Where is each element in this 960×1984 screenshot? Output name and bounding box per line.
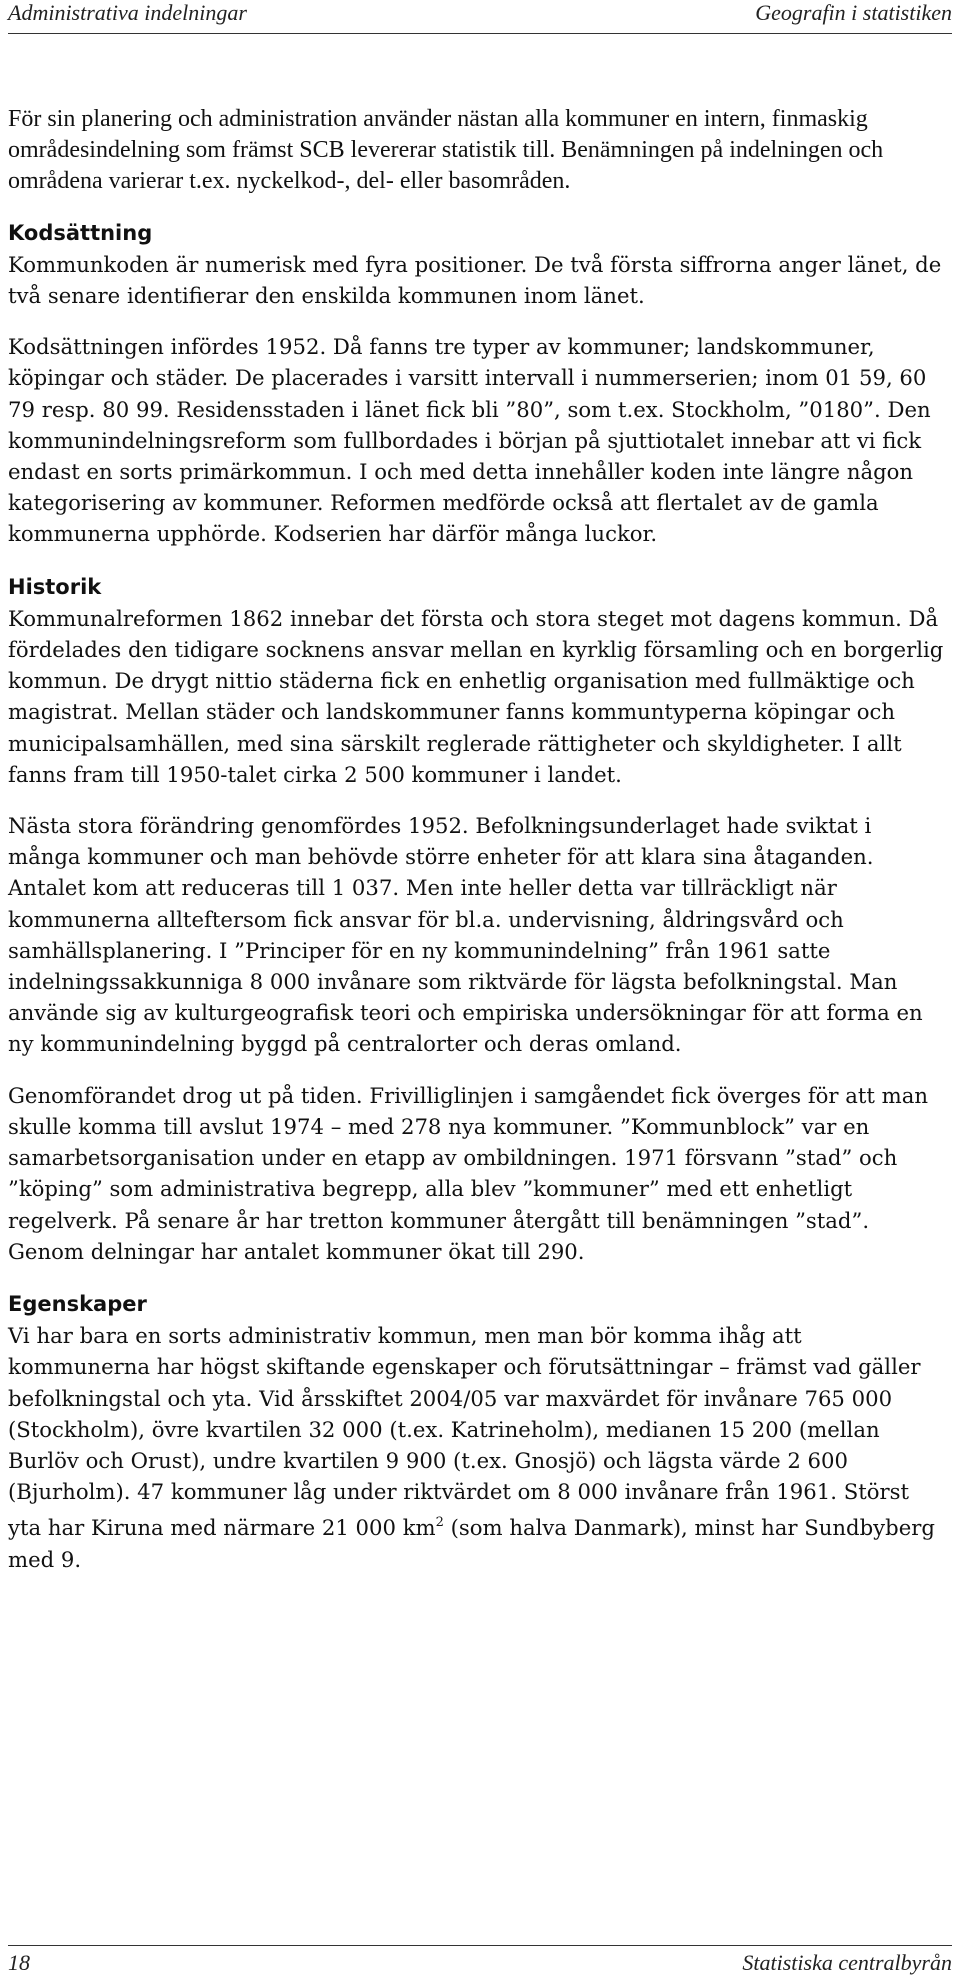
header-section-title: Administrativa indelningar [8, 0, 247, 25]
body-text [8, 104, 948, 1575]
kodsattning-paragraph-1: Kommunkoden är numerisk med fyra positioner. De två första siffrorna anger länet, de två senare identifierar den enskilda kommunen inom länet. [8, 251, 942, 309]
header-publication-title: Geografin i statistiken [755, 0, 952, 25]
heading-egenskaper: Egenskaper [8, 1291, 147, 1316]
historik-paragraph-3: Genomförandet drog ut på tiden. Frivilliglinjen i samgåendet fick överges för att man skulle komma till avslut 1974 – med 278 nya kommuner. ”Kommunblock” var en samarbetsorganisation under en etapp av ombildningen. 1971 försvann ”stad” och ”köping” som administrativa begrepp, alla blev ”kommuner” med ett enhetligt regelverk. På senare år har tretton kommuner återgått till benämningen ”stad”. Genom delningar har antalet kommuner ökat till 290. [8, 1082, 929, 1264]
kodsattning-paragraph-2: Kodsättningen infördes 1952. Då fanns tre typer av kommuner; landskommuner, köpingar och städer. De placerades i varsitt intervall i nummerserien; inom 01 59, 60 79 resp. 80 99. Residensstaden i länet fick bli ”80”, som t.ex. Stockholm, ”0180”. Den kommunindelningsreform som fullbordades i början på sjuttiotalet innebar att vi fick endast en sorts primärkommun. I och med detta innehåller koden inte längre någon kategorisering av kommuner. Reformen medförde också att flertalet av de gamla kommunerna upphörde. Kodserien har därför många luckor. [8, 334, 931, 547]
intro-paragraph: För sin planering och administration använder nästan alla kommuner en intern, finmaskig områdesindelning som främst SCB levererar statistik till. Benämningen på indelningen och områdena varierar t.ex. nyckelkod-, del- eller basområden. [8, 106, 884, 195]
header-rule [8, 33, 952, 34]
egenskaper-text-tail: (som halva Danmark), minst har Sundbyberg med 9. [8, 1515, 935, 1572]
egenskaper-paragraph-1 [8, 1320, 948, 1575]
page-footer [8, 1948, 952, 1982]
egenskaper-text: Vi har bara en sorts administrativ kommun, men man bör komma ihåg att kommunerna har högst skiftande egenskaper och förutsättningar – främst vad gäller befolkningstal och yta. Vid årsskiftet 2004/05 var maxvärdet för invånare 765 000 (Stockholm), övre kvartilen 32 000 (t.ex. Katrineholm), medianen 15 200 (mellan Burlöv och Orust), undre kvartilen 9 900 (t.ex. Gnosjö) och lägsta värde 2 600 (Bjurholm). 47 kommuner låg under riktvärdet om 8 000 invånare från 1961. Störst yta har Kiruna med närmare 21 000 km [8, 1323, 921, 1541]
superscript-exponent: 2 [435, 1515, 444, 1531]
page-number: 18 [8, 1950, 30, 1975]
heading-kodsattning: Kodsättning [8, 220, 153, 245]
footer-rule [8, 1945, 952, 1946]
heading-historik: Historik [8, 574, 102, 599]
historik-paragraph-1: Kommunalreformen 1862 innebar det första och stora steget mot dagens kommun. Då fördelades den tidigare socknens ansvar mellan en kyrklig församling och en borgerlig kommun. De drygt nittio städerna fick en enhetlig organisation med fullmäktige och magistrat. Mellan städer och landskommuner fanns kommuntyperna köpingar och municipalsamhällen, med sina särskilt reglerade rättigheter och skyldigheter. I allt fanns fram till 1950-talet cirka 2 500 kommuner i landet. [8, 605, 944, 787]
historik-paragraph-2: Nästa stora förändring genomfördes 1952. Befolkningsunderlaget hade sviktat i många kommuner och man behövde större enheter för att klara sina åtaganden. Antalet kom att reduceras till 1 037. Men inte heller detta var tillräckligt när kommunerna allteftersom fick ansvar för bl.a. undervisning, åldringsvård och samhällsplanering. I ”Principer för en ny kommunindelning” från 1961 satte indelningssakkunniga 8 000 invånare som riktvärde för lägsta befolkningstal. Man använde sig av kulturgeografisk teori och empiriska undersökningar för att forma en ny kommunindelning byggd på centralorter och deras omland. [8, 813, 923, 1057]
publisher-name: Statistiska centralbyrån [742, 1950, 952, 1975]
running-header [8, 0, 952, 34]
